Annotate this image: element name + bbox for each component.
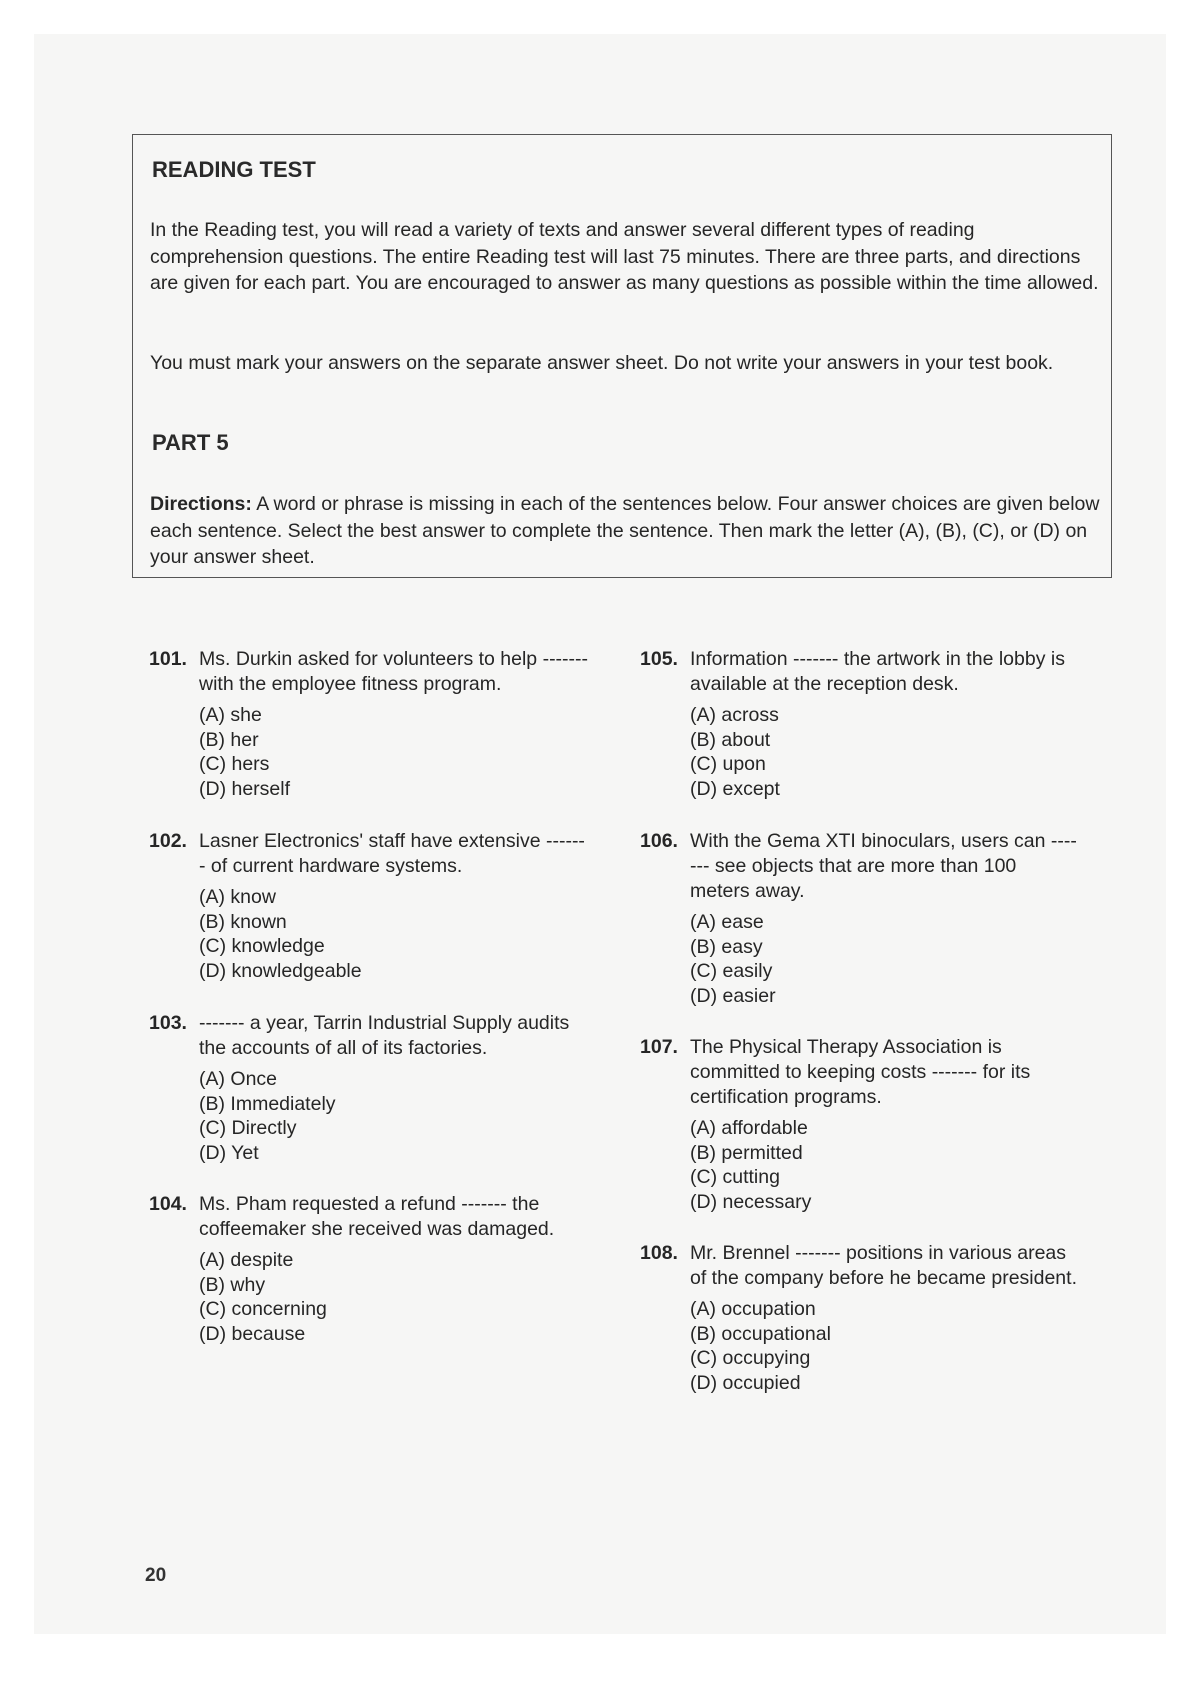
option-b[interactable]: (B) permitted <box>690 1141 803 1164</box>
question-text: Information ------- the artwork in the lobby is available at the reception desk. <box>690 648 1065 695</box>
question-101 <box>149 647 589 801</box>
answer-options <box>690 703 1080 801</box>
answer-options <box>199 885 589 983</box>
option-c[interactable]: (C) occupying <box>690 1347 811 1369</box>
question-103 <box>149 1011 589 1165</box>
option-d[interactable]: (D) Yet <box>199 1141 259 1164</box>
directions-label: Directions: <box>150 493 252 515</box>
directions <box>150 491 1105 571</box>
option-a[interactable]: (A) despite <box>199 1249 294 1271</box>
question-number: 108. <box>640 1242 678 1264</box>
option-b[interactable]: (B) Immediately <box>199 1092 336 1115</box>
option-a[interactable]: (A) affordable <box>690 1117 808 1139</box>
question-number: 104. <box>149 1193 187 1215</box>
question-104 <box>149 1192 589 1346</box>
intro-paragraph: In the Reading test, you will read a variety of texts and answer several different types of reading comprehension questions. The entire Reading test will last 75 minutes. There are three parts, and directions are given for each part. You are encouraged to answer as many questions as possible within the time allowed. <box>150 219 1099 294</box>
option-c[interactable]: (C) knowledge <box>199 935 325 957</box>
option-c[interactable]: (C) cutting <box>690 1166 780 1188</box>
option-c[interactable]: (C) easily <box>690 960 773 982</box>
page-number: 20 <box>145 1565 167 1586</box>
directions-text: A word or phrase is missing in each of the sentences below. Four answer choices are given below each sentence. Select the best answer to complete the sentence. Then mark the letter (A), (B), (C), or (D) on your answer sheet. <box>150 493 1100 568</box>
option-d[interactable]: (D) knowledgeable <box>199 959 362 982</box>
option-c[interactable]: (C) hers <box>199 753 270 775</box>
option-b[interactable]: (B) about <box>690 728 771 751</box>
option-d[interactable]: (D) occupied <box>690 1371 801 1394</box>
option-b[interactable]: (B) known <box>199 910 287 933</box>
question-105 <box>640 647 1080 801</box>
reading-test-title: READING TEST <box>152 157 316 182</box>
question-text: ------- a year, Tarrin Industrial Supply audits the accounts of all of its factories. <box>199 1012 570 1059</box>
option-a[interactable]: (A) across <box>690 704 779 726</box>
option-a[interactable]: (A) she <box>199 704 262 726</box>
question-number: 105. <box>640 648 678 670</box>
question-text: Mr. Brennel ------- positions in various areas of the company before he became president. <box>690 1242 1077 1289</box>
option-b[interactable]: (B) occupational <box>690 1322 831 1345</box>
option-c[interactable]: (C) concerning <box>199 1298 327 1320</box>
answer-options <box>690 910 1080 1008</box>
answer-options <box>690 1116 1080 1214</box>
question-number: 107. <box>640 1036 678 1058</box>
option-a[interactable]: (A) occupation <box>690 1298 816 1320</box>
option-d[interactable]: (D) necessary <box>690 1190 812 1213</box>
option-b[interactable]: (B) her <box>199 728 259 751</box>
question-number: 106. <box>640 830 678 852</box>
question-108 <box>640 1241 1080 1395</box>
option-b[interactable]: (B) easy <box>690 935 763 958</box>
answer-options <box>199 703 589 801</box>
option-d[interactable]: (D) except <box>690 777 780 800</box>
question-text: The Physical Therapy Association is committed to keeping costs ------- for its certification programs. <box>690 1036 1031 1108</box>
option-c[interactable]: (C) upon <box>690 753 766 775</box>
option-d[interactable]: (D) because <box>199 1322 306 1345</box>
question-number: 102. <box>149 830 187 852</box>
answer-sheet-note: You must mark your answers on the separate answer sheet. Do not write your answers in your test book. <box>150 352 1054 374</box>
question-106 <box>640 829 1080 1008</box>
part-title: PART 5 <box>152 430 229 455</box>
option-c[interactable]: (C) Directly <box>199 1117 297 1139</box>
question-text: Lasner Electronics' staff have extensive ------- of current hardware systems. <box>199 830 585 877</box>
option-d[interactable]: (D) herself <box>199 777 291 800</box>
option-a[interactable]: (A) know <box>199 886 276 908</box>
question-number: 103. <box>149 1012 187 1034</box>
answer-options <box>690 1297 1080 1395</box>
question-text: Ms. Pham requested a refund ------- the coffeemaker she received was damaged. <box>199 1193 555 1240</box>
answer-options <box>199 1067 589 1165</box>
question-102 <box>149 829 589 983</box>
option-a[interactable]: (A) Once <box>199 1068 278 1090</box>
question-number: 101. <box>149 648 187 670</box>
option-a[interactable]: (A) ease <box>690 911 764 933</box>
option-b[interactable]: (B) why <box>199 1273 266 1296</box>
answer-options <box>199 1248 589 1346</box>
option-d[interactable]: (D) easier <box>690 984 776 1007</box>
question-text: With the Gema XTI binoculars, users can ------- see objects that are more than 100 meters away. <box>690 830 1077 902</box>
question-text: Ms. Durkin asked for volunteers to help ------- with the employee fitness program. <box>199 648 589 695</box>
question-107 <box>640 1035 1080 1214</box>
